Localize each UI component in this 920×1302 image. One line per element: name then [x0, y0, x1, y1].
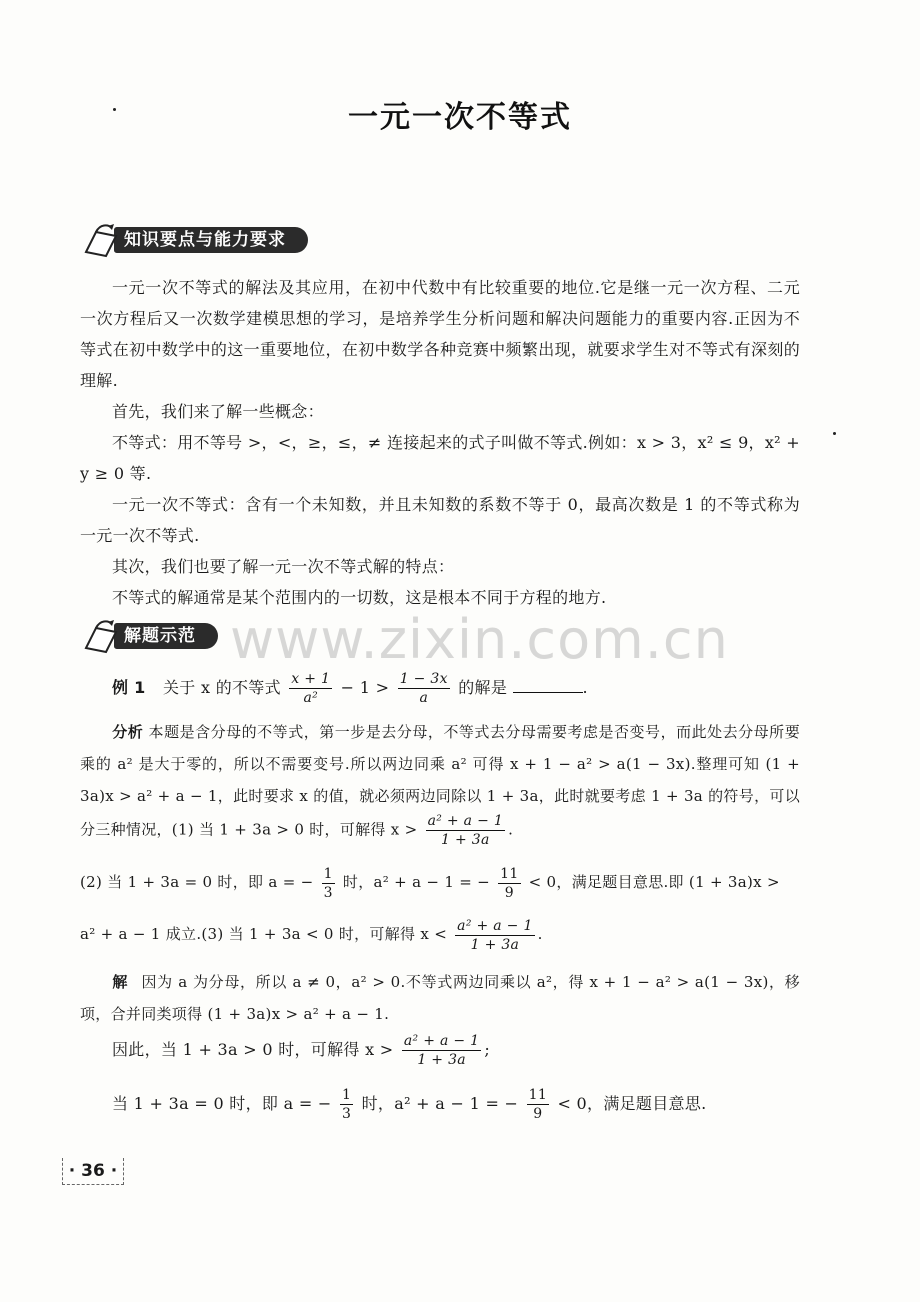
paragraph-concepts: 首先，我们来了解一些概念：	[112, 402, 324, 421]
paragraph-linear-inequality-def: 一元一次不等式：含有一个未知数，并且未知数的系数不等于 0，最高次数是 1 的不等式称为一元一次不等式.	[80, 495, 800, 545]
fraction: $\frac{\text{a² + a − 1}}{1 + 3a}$	[403, 1033, 480, 1068]
solution-paragraph	[80, 966, 800, 1030]
section-title: 解题示范	[114, 623, 218, 649]
analysis-text: 本题是含分母的不等式，第一步是去分母，不等式去分母需要考虑是否变号，而此处去分母所要乘的 a² 是大于零的，所以不需要变号.所以两边同乘 a² 可得 x + 1 − a² > a(1 − 3x).整理可知 (1 + 3a)x > a² + a − 1，此时要求 x 的值，就必须两边同除以 1 + 3a，此时就要考虑 1 + 3a 的符号，可以分三种情况，(1) 当 1 + 3a > 0 时，可解得 x >	[80, 723, 800, 839]
analysis-label: 分析	[112, 723, 144, 741]
analysis-case-3: a² + a − 1 成立.(3) 当 1 + 3a < 0 时，可解得 x < $\frac{\text{a² + a − 1}}{1 + 3a}$ .	[80, 917, 543, 953]
book-icon	[82, 222, 120, 258]
fraction: $\frac{11}{9}$	[528, 1087, 548, 1122]
print-speck	[113, 108, 116, 111]
analysis-case-2: (2) 当 1 + 3a = 0 时，即 a = − $\frac{1}{3}$ 时，a² + a − 1 = − $\frac{11}{9}$ < 0，满足题目意思.即 (1 + 3a)x >	[80, 865, 780, 901]
watermark: www.zixin.com.cn	[230, 608, 729, 671]
example-text: − 1 >	[340, 678, 390, 697]
paragraph-inequality-def: 不等式：用不等号 >，<，≥，≤，≠ 连接起来的式子叫做不等式.例如：x > 3，x² ≤ 9，x² + y ≥ 0 等.	[80, 433, 800, 483]
fraction: $\frac{\text{a² + a − 1}}{1 + 3a}$	[427, 813, 504, 848]
analysis-paragraph: 分析 本题是含分母的不等式，第一步是去分母，不等式去分母需要考虑是否变号，而此处去分母所要乘的 a² 是大于零的，所以不需要变号.所以两边同乘 a² 可得 x + 1 − a² > a(1 − 3x).整理可知 (1 + 3a)x > a² + a − 1，此时要求 x 的值，就必须两边同除以 1 + 3a，此时就要考虑 1 + 3a 的符号，可以分三种情况，(1) 当 1 + 3a > 0 时，可解得 x > $\frac{\text{a² + a − 1}}{1 + 3a}$ .	[80, 723, 800, 848]
solution-label: 解	[112, 973, 129, 991]
fraction: $\frac{x + 1}{\text{a²}}$	[291, 671, 331, 706]
page-title: 一元一次不等式	[348, 100, 572, 135]
solution-case-2: 当 1 + 3a = 0 时，即 a = − $\frac{1}{3}$ 时，a² + a − 1 = − $\frac{11}{9}$ < 0，满足题目意思.	[112, 1087, 707, 1122]
paragraph-solution-range: 不等式的解通常是某个范围内的一切数，这是根本不同于方程的地方.	[112, 588, 607, 607]
example-label: 例 1	[112, 678, 146, 697]
paragraph-intro: 一元一次不等式的解法及其应用，在初中代数中有比较重要的地位.它是继一元一次方程、二元一次方程后又一次数学建模思想的学习，是培养学生分析问题和解决问题能力的重要内容.正因为不等式在初中数学中的这一重要地位，在初中数学各种竞赛中频繁出现，就要求学生对不等式有深刻的理解.	[80, 278, 800, 390]
section-title: 知识要点与能力要求	[114, 227, 308, 253]
answer-blank	[513, 678, 583, 693]
book-icon	[82, 618, 120, 654]
example-text: 关于 x 的不等式	[163, 678, 281, 697]
section-header-knowledge	[82, 222, 308, 258]
fraction: $\frac{\text{a² + a − 1}}{1 + 3a}$	[457, 917, 533, 953]
section-header-examples	[82, 618, 218, 654]
solution-text: 因为 a 为分母，所以 a ≠ 0，a² > 0.不等式两边同乘以 a²，得 x + 1 − a² > a(1 − 3x)，移项，合并同类项得 (1 + 3a)x > a² + a − 1.	[80, 973, 800, 1023]
fraction: $\frac{1}{3}$	[323, 865, 333, 901]
solution-case-1: 因此，当 1 + 3a > 0 时，可解得 x > $\frac{\text{a² + a − 1}}{1 + 3a}$ ;	[112, 1033, 491, 1068]
fraction: $\frac{11}{9}$	[500, 865, 519, 901]
fraction: $\frac{1 - 3x}{a}$	[399, 671, 448, 706]
print-speck	[833, 432, 836, 435]
example-text: 的解是	[458, 678, 508, 697]
page-number: · 36 ·	[62, 1158, 124, 1185]
paragraph-features: 其次，我们也要了解一元一次不等式解的特点：	[112, 557, 455, 576]
example-1: 例 1 关于 x 的不等式 $\frac{x + 1}{\text{a²}}$ − 1 > $\frac{1 - 3x}{a}$ 的解是 .	[112, 671, 588, 706]
fraction: $\frac{1}{3}$	[342, 1087, 352, 1122]
